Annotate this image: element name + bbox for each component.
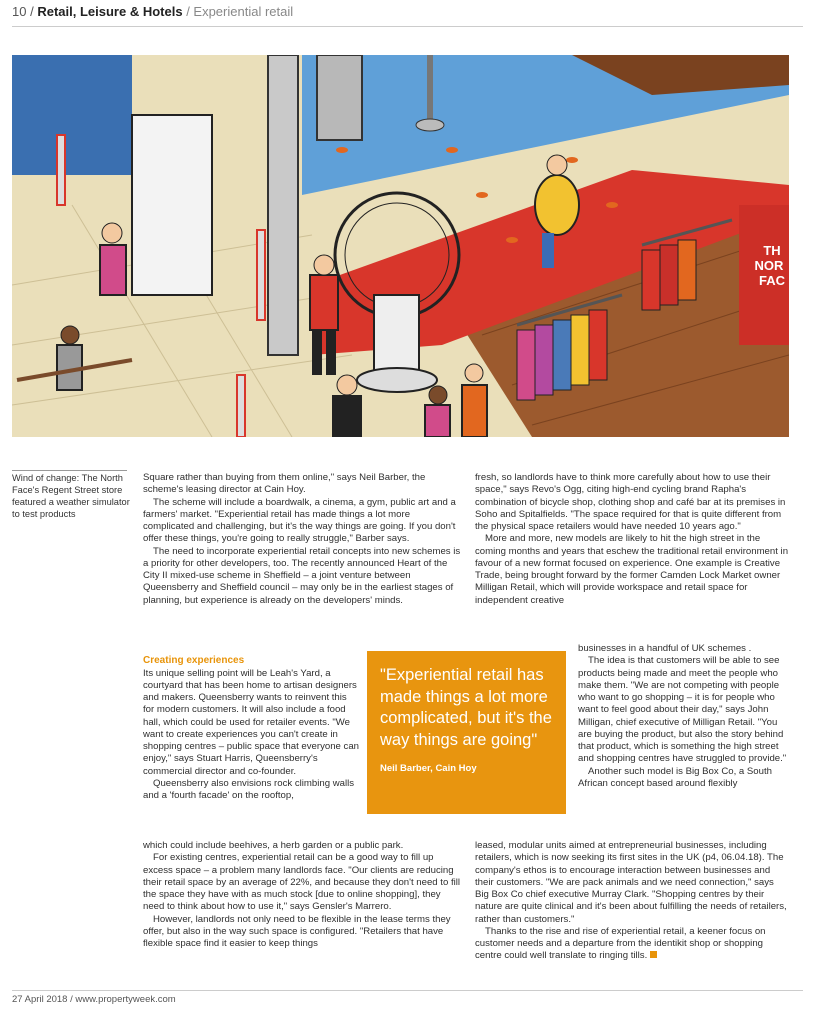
col1-paragraph: The scheme will include a boardwalk, a cinema, a gym, public art and a farmers' market. "Experiential retail has made things a lot more complicated and challenging, but it's the way things are going. If you don't offer these things, you're going to really struggle," Barber says. [143, 496, 456, 545]
article-column-2 [475, 472, 789, 607]
running-header [12, 4, 293, 19]
footer-rule [12, 990, 803, 991]
hero-illustration [12, 55, 789, 437]
caption-rule [12, 470, 127, 471]
subsection-title: / Experiential retail [186, 4, 294, 19]
article-column-2-bottom [475, 840, 789, 963]
col2-paragraph: Another such model is Big Box Co, a South African concept based around flexibly [578, 765, 772, 789]
col2-paragraph: More and more, new models are likely to hit the high street in the coming months and years that eschew the traditional retail environment in favour of a new format focused on experience. One example is Creative Trade, being brought forward by the former Camden Lock Market owner Milligan Retail, which will provide workspace and retail space for independent creative [475, 533, 789, 606]
page-number: 10 [12, 4, 27, 19]
col2-paragraph: leased, modular units aimed at entrepreneurial businesses, including retailers, which is now seeking its first sites in the UK (p4, 06.04.18). The company's ethos is to encourage interaction between businesses and their customers. "We are pack animals and we need connection," says Big Box Co chief executive Murray Clark. "Shopping centres by their nature are quite clinical and it's been about fulfilling the needs of retailers, rather than customers." [475, 840, 787, 925]
end-mark-icon [650, 951, 657, 958]
article-column-1 [143, 472, 461, 607]
col2-final-text: Thanks to the rise and rise of experiential retail, a keener focus on customer needs and a departure from the identikit shop or shopping centre could well translate to ringing tills. [475, 925, 766, 962]
pull-quote-attribution: Neil Barber, Cain Hoy [380, 763, 477, 774]
article-column-1-narrow [143, 655, 359, 802]
article-column-1-bottom [143, 840, 461, 950]
pull-quote [367, 651, 566, 814]
col2-paragraph: businesses in a handful of UK schemes . [578, 643, 752, 654]
article-column-2-narrow [578, 643, 789, 790]
header-rule [12, 26, 803, 27]
col1-paragraph: However, landlords not only need to be flexible in the lease terms they offer, but also in the way such space is configured. "Retailers that have flexible space find it easier to keep things [143, 913, 451, 949]
col2-paragraph: The idea is that customers will be able to see products being made and meet the people who make them. "We are not competing with people who want to go shopping – it is for people who want to feel good about their day," says John Milligan, chief executive of Milligan Retail. "You are buying the product, but also the story behind that product, which is something the high street and shopping centres have struggled to provide." [578, 655, 787, 765]
store-sign-text: TH NOR FAC [754, 243, 785, 288]
footer-text: 27 April 2018 / www.propertyweek.com [12, 994, 176, 1005]
subheading: Creating experiences [143, 655, 245, 666]
pull-quote-text: "Experiential retail has made things a lot more complicated, but it's the way things are going" [380, 666, 552, 749]
col1-paragraph: Its unique selling point will be Leah's Yard, a courtyard that has been home to artisan designers and makers. Queensberry wants to reinvent this for modern customers. It will also include a food hall, which could be used for retailer events. "We want to create experiences you can't create in shopping centres – public space that everyone can enjoy," says Stuart Harris, Queensberry's commercial director and co-founder. [143, 667, 359, 777]
col1-paragraph: Square rather than buying from them online," says Neil Barber, the scheme's leasing director at Cain Hoy. [143, 472, 426, 496]
col1-paragraph: The need to incorporate experiential retail concepts into new schemes is a priority for other developers, too. The recently announced Heart of the City II mixed-use scheme in Sheffield – a joint venture between Queensberry and Sheffield council – may only be in the earliest stages of planning, but experience is already on the developers' minds. [143, 545, 461, 606]
col1-paragraph: which could include beehives, a herb garden or a public park. [143, 840, 404, 851]
section-title: Retail, Leisure & Hotels [37, 4, 183, 19]
col1-paragraph: Queensberry also envisions rock climbing walls and a 'fourth facade' on the rooftop, [143, 777, 355, 801]
col2-paragraph: fresh, so landlords have to think more carefully about how to use their space," says Revo's Ogg, citing high-end cycling brand Rapha's combination of bicycle shop, clothing shop and café bar at its premises in Soho and Spitalfields. "The space required for that is quite different from the physical space retailers would have needed 10 years ago." [475, 472, 786, 532]
image-caption: Wind of change: The North Face's Regent Street store featured a weather simulator to test products [12, 473, 130, 519]
header-separator: / [30, 4, 34, 19]
col1-paragraph: For existing centres, experiential retail can be a good way to fill up excess space – a problem many landlords face. "Our clients are reducing their retail space by an average of 22%, and because they don't need to fill the space they have with as much stock [due to online shopping], they need to think about how to use it," says Gensler's Marrero. [143, 852, 461, 913]
col2-paragraph [475, 926, 789, 963]
